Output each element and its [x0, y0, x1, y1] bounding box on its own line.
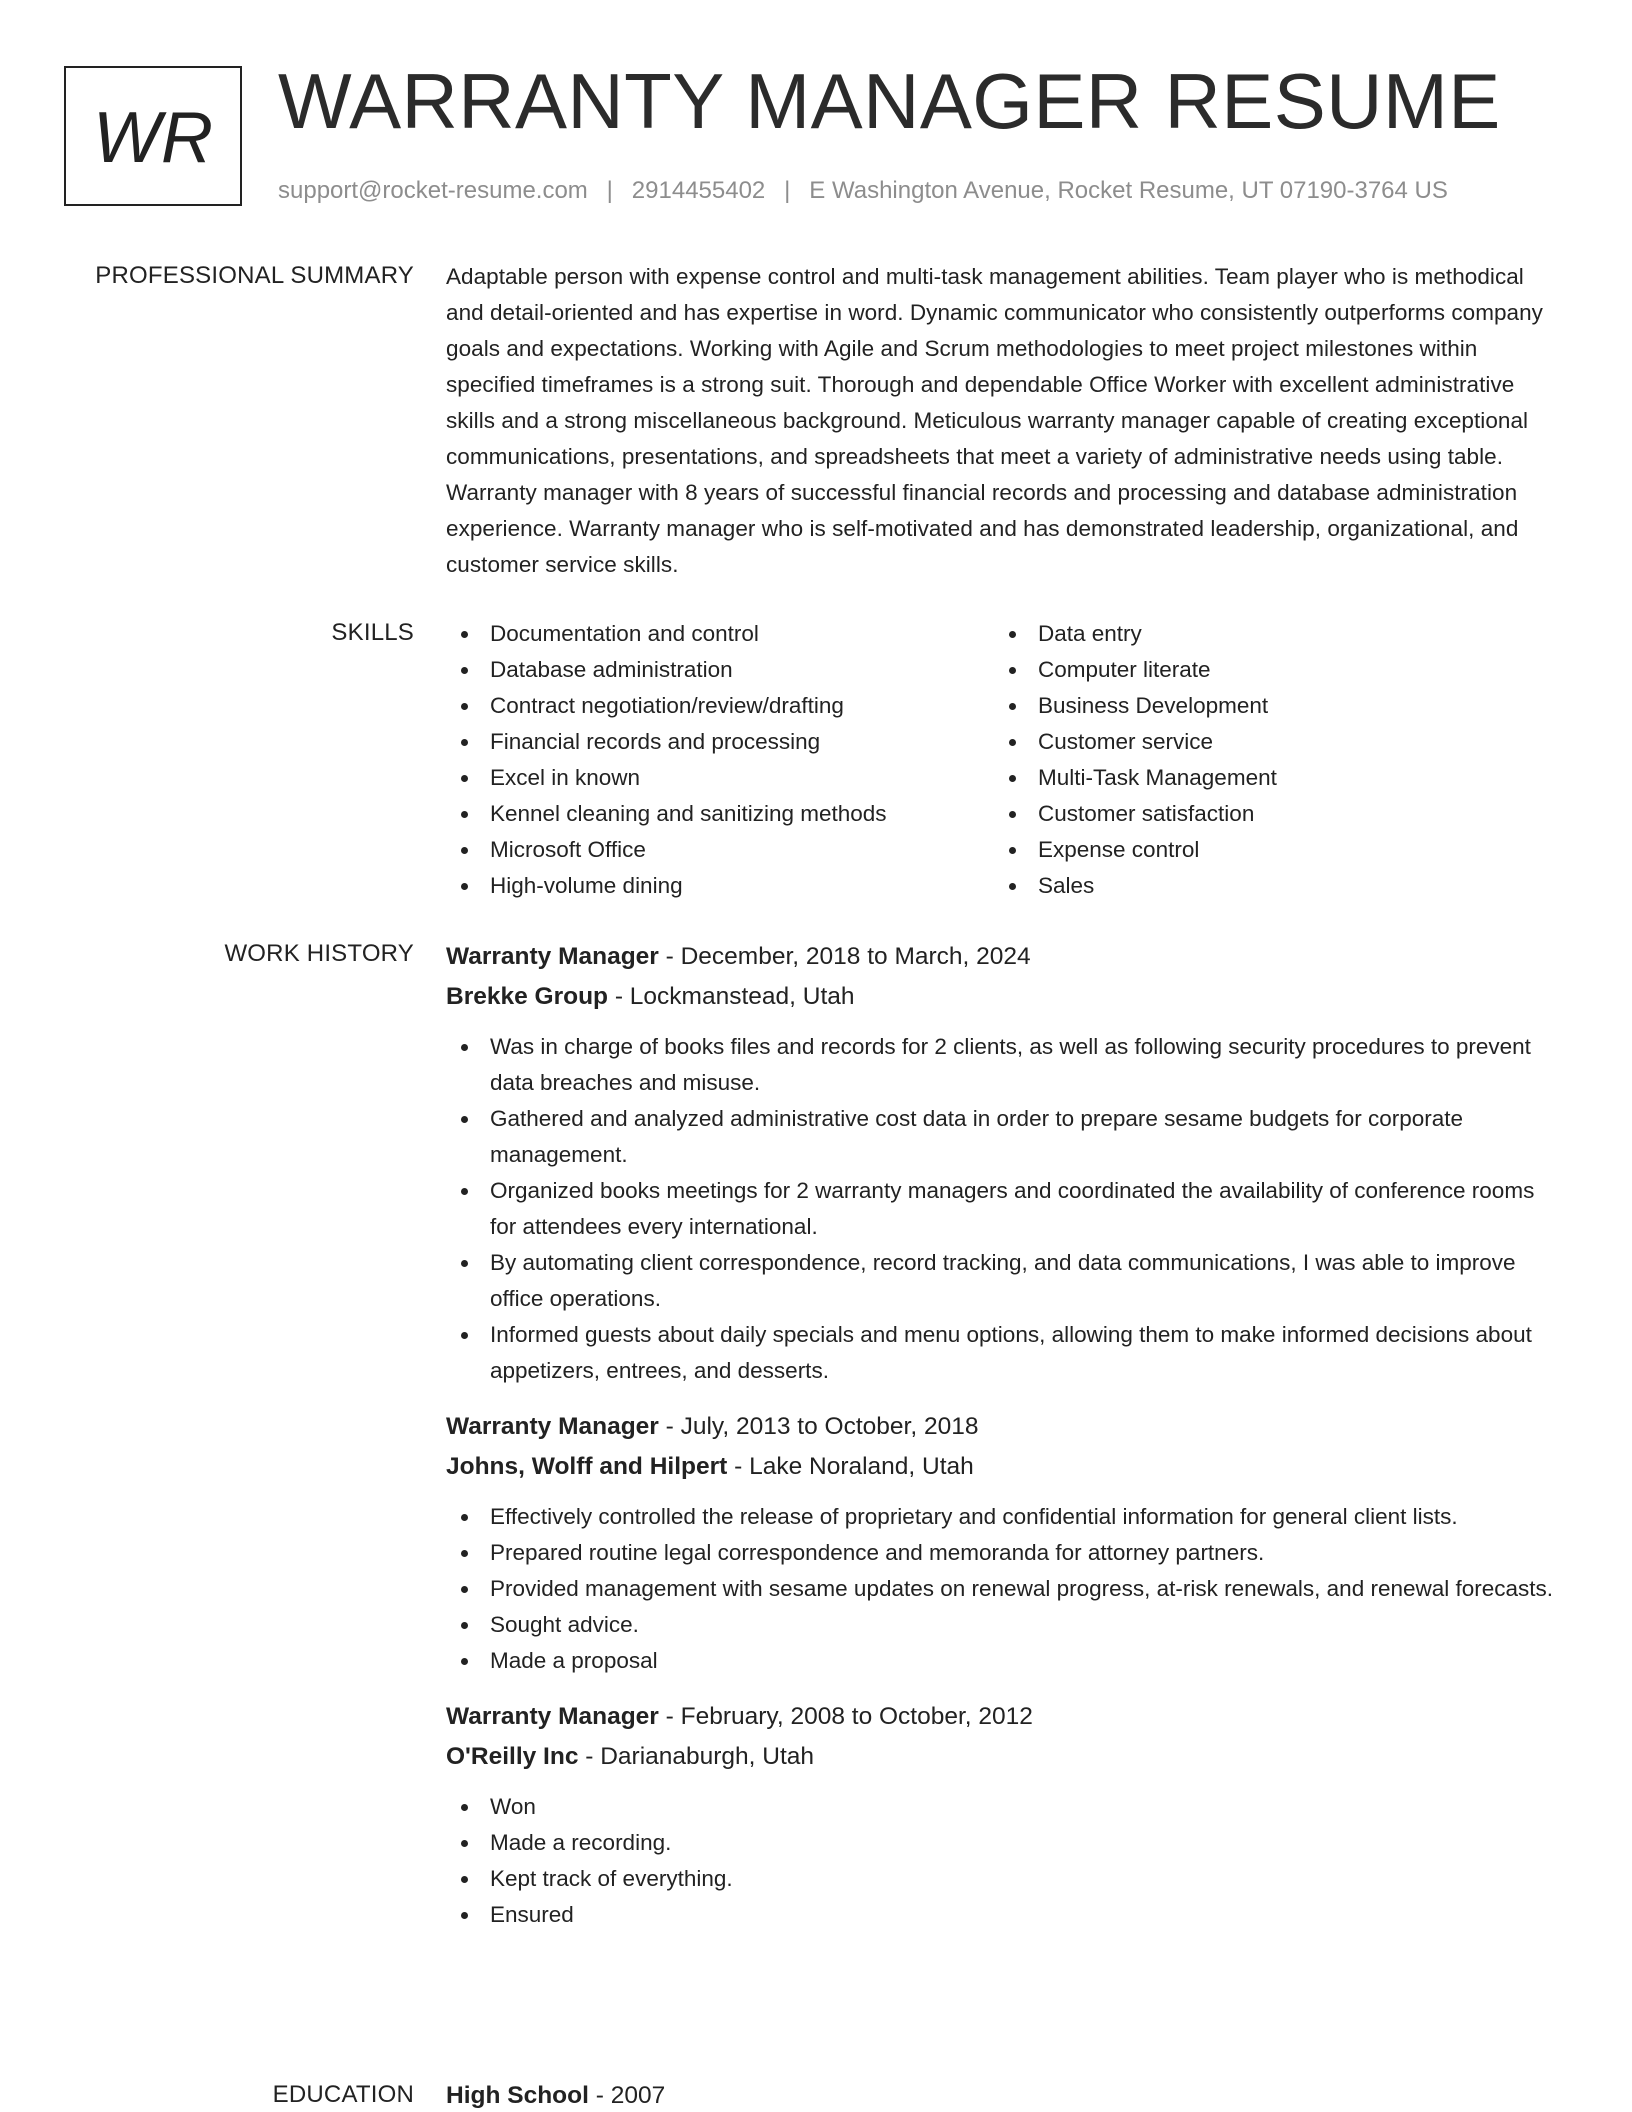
- job-title-line: [446, 1697, 1566, 1737]
- skill-item: Database administration: [446, 652, 994, 688]
- skills-section: [0, 616, 1632, 906]
- job-bullet: By automating client correspondence, record tracking, and data communications, I was able to improve office operations.: [446, 1245, 1566, 1317]
- job-bullet: Informed guests about daily specials and menu options, allowing them to make informed decisions about appetizers, entrees, and desserts.: [446, 1317, 1566, 1389]
- skill-item: Business Development: [994, 688, 1534, 724]
- skill-item: Data entry: [994, 616, 1534, 652]
- job-bullets: [446, 1029, 1566, 1389]
- job-company-line: [446, 977, 1566, 1017]
- job-title: Warranty Manager: [446, 1703, 659, 1730]
- contact-email[interactable]: support@rocket-resume.com: [278, 177, 588, 204]
- job-title-line: [446, 1407, 1566, 1447]
- page-title: WARRANTY MANAGER RESUME: [278, 57, 1501, 145]
- section-label-education: EDUCATION: [272, 2081, 414, 2108]
- job-bullet: Was in charge of books files and records for 2 clients, as well as following security procedures to prevent data breaches and misuse.: [446, 1029, 1566, 1101]
- skill-item: Computer literate: [994, 652, 1534, 688]
- skills-grid: [446, 616, 1566, 904]
- skill-item: High-volume dining: [446, 868, 994, 904]
- skill-item: Microsoft Office: [446, 832, 994, 868]
- job-bullet: Ensured: [446, 1897, 1566, 1933]
- job-title-line: [446, 937, 1566, 977]
- job-bullets: [446, 1789, 1566, 1933]
- section-label-summary: PROFESSIONAL SUMMARY: [95, 262, 414, 289]
- education-entry: [446, 2076, 1566, 2112]
- skill-item: Kennel cleaning and sanitizing methods: [446, 796, 994, 832]
- skill-item: Contract negotiation/review/drafting: [446, 688, 994, 724]
- job-company-line: [446, 1447, 1566, 1487]
- job-company: O'Reilly Inc: [446, 1743, 579, 1770]
- skill-item: Documentation and control: [446, 616, 994, 652]
- job-location: - Lockmanstead, Utah: [608, 983, 855, 1010]
- summary-text: Adaptable person with expense control and multi-task management abilities. Team player who is methodical and detail-oriented and has expertise in word. Dynamic communicator who consistently outperforms company goals and expectations. Working with Agile and Scrum methodologies to meet project milestones within specified timeframes is a strong suit. Thorough and dependable Office Worker with excellent administrative skills and a strong miscellaneous background. Meticulous warranty manager capable of creating exceptional communications, presentations, and spreadsheets that meet a variety of administrative needs using table. Warranty manager with 8 years of successful financial records and processing and database administration experience. Warranty manager who is self-motivated and has demonstrated leadership, organizational, and customer service skills.: [446, 264, 1543, 577]
- section-label-skills: SKILLS: [331, 619, 414, 646]
- contact-separator: |: [606, 177, 613, 204]
- monogram-box: [64, 66, 242, 206]
- contact-separator: |: [784, 177, 791, 204]
- job-bullet: Made a recording.: [446, 1825, 1566, 1861]
- contact-line: [278, 174, 1448, 208]
- education-degree: High School: [446, 2082, 589, 2109]
- job-bullet: Kept track of everything.: [446, 1861, 1566, 1897]
- summary-section: [0, 259, 1632, 579]
- skill-item: Sales: [994, 868, 1534, 904]
- contact-address: E Washington Avenue, Rocket Resume, UT 07190-3764 US: [809, 177, 1448, 204]
- job-bullet: Effectively controlled the release of proprietary and confidential information for general client lists.: [446, 1499, 1566, 1535]
- job-bullets: [446, 1499, 1566, 1679]
- education-year: - 2007: [588, 2082, 666, 2109]
- job-dates: - July, 2013 to October, 2018: [658, 1413, 979, 1440]
- skills-content: [446, 616, 1566, 904]
- job-bullet: Gathered and analyzed administrative cost data in order to prepare sesame budgets for corporate management.: [446, 1101, 1566, 1173]
- job-entry: [446, 1407, 1566, 1679]
- skill-item: Financial records and processing: [446, 724, 994, 760]
- summary-content: [446, 259, 1566, 583]
- job-entry: [446, 1697, 1566, 1933]
- skills-right-list: [994, 616, 1534, 904]
- job-bullet: Organized books meetings for 2 warranty managers and coordinated the availability of conference rooms for attendees every international.: [446, 1173, 1566, 1245]
- job-company-line: [446, 1737, 1566, 1777]
- work-history-section: [0, 937, 1632, 2037]
- skill-item: Customer service: [994, 724, 1534, 760]
- contact-phone[interactable]: 2914455402: [631, 177, 766, 204]
- job-bullet: Made a proposal: [446, 1643, 1566, 1679]
- job-company: Johns, Wolff and Hilpert: [446, 1453, 728, 1480]
- job-bullet: Prepared routine legal correspondence and memoranda for attorney partners.: [446, 1535, 1566, 1571]
- education-section: [0, 2076, 1632, 2112]
- skill-item: Multi-Task Management: [994, 760, 1534, 796]
- skill-item: Expense control: [994, 832, 1534, 868]
- job-title: Warranty Manager: [446, 1413, 659, 1440]
- job-dates: - December, 2018 to March, 2024: [658, 943, 1031, 970]
- job-dates: - February, 2008 to October, 2012: [658, 1703, 1033, 1730]
- job-bullet: Provided management with sesame updates on renewal progress, at-risk renewals, and renewal forecasts.: [446, 1571, 1566, 1607]
- job-location: - Lake Noraland, Utah: [727, 1453, 974, 1480]
- education-content: [446, 2076, 1566, 2112]
- skill-item: Excel in known: [446, 760, 994, 796]
- skill-item: Customer satisfaction: [994, 796, 1534, 832]
- job-company: Brekke Group: [446, 983, 609, 1010]
- skills-left-list: [446, 616, 994, 904]
- section-label-work-history: WORK HISTORY: [224, 940, 414, 967]
- monogram-initials: WR: [93, 98, 213, 178]
- job-bullet: Won: [446, 1789, 1566, 1825]
- work-history-content: [446, 937, 1566, 1933]
- job-bullet: Sought advice.: [446, 1607, 1566, 1643]
- job-title: Warranty Manager: [446, 943, 659, 970]
- job-entry: [446, 937, 1566, 1389]
- job-location: - Darianaburgh, Utah: [578, 1743, 815, 1770]
